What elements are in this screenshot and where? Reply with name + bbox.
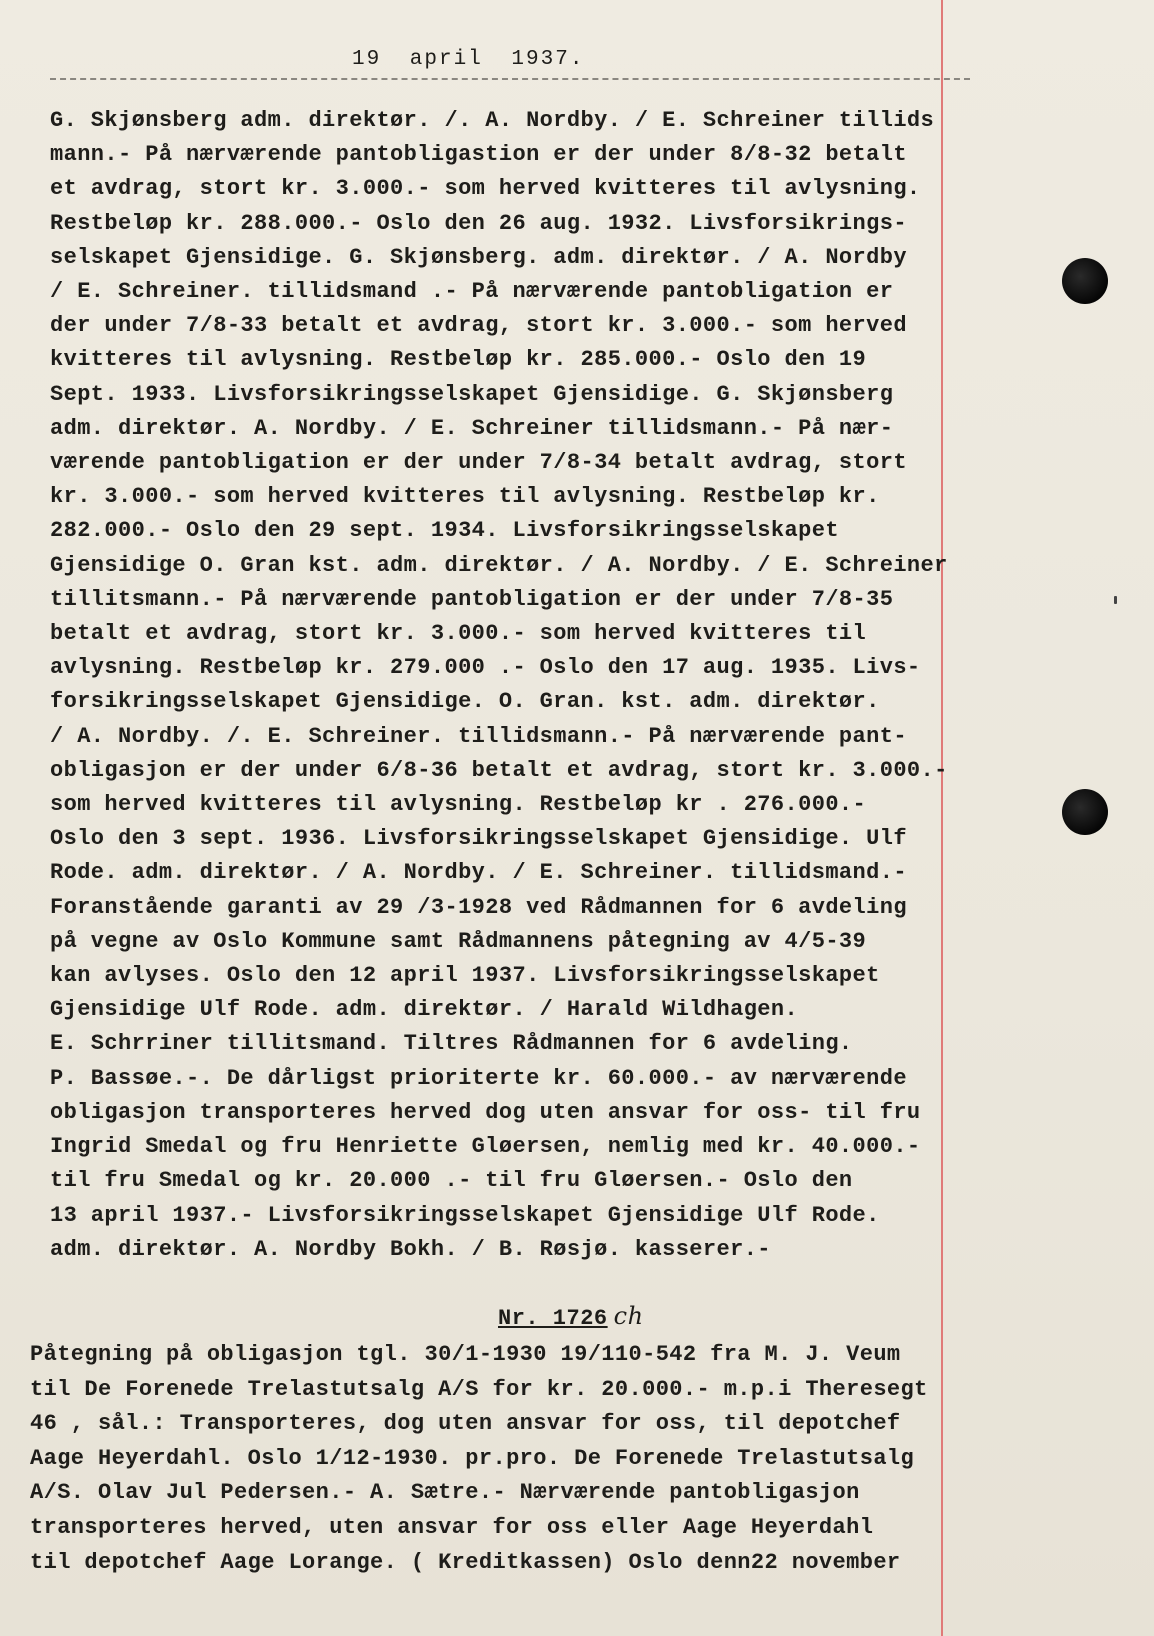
text-line: til fru Smedal og kr. 20.000 .- til fru Gløersen.- Oslo den <box>50 1168 853 1194</box>
entry-line: Påtegning på obligasjon tgl. 30/1-1930 19/110-542 fra M. J. Veum <box>30 1342 901 1367</box>
text-line: tillitsmann.- På nærværende pantobligation er der under 7/8-35 <box>50 586 894 612</box>
text-line: Rode. adm. direktør. / A. Nordby. / E. Schreiner. tillidsmand.- <box>50 860 907 886</box>
text-line: Restbeløp kr. 288.000.- Oslo den 26 aug. 1932. Livsforsikrings- <box>50 210 907 236</box>
text-line: Oslo den 3 sept. 1936. Livsforsikringsselskapet Gjensidige. Ulf <box>50 826 907 852</box>
text-line: mann.- På nærværende pantobligastion er der under 8/8-32 betalt <box>50 142 907 168</box>
text-line: forsikringsselskapet Gjensidige. O. Gran. kst. adm. direktør. <box>50 689 880 715</box>
text-line: avlysning. Restbeløp kr. 279.000 .- Oslo den 17 aug. 1935. Livs- <box>50 655 921 681</box>
body-text <box>50 104 980 1267</box>
entry-line: til De Forenede Trelastutsalg A/S for kr. 20.000.- m.p.i Theresegt <box>30 1376 928 1402</box>
page-date-header: 19 april 1937. <box>352 48 585 71</box>
text-line: / E. Schreiner. tillidsmand .- På nærværende pantobligation er <box>50 279 894 305</box>
text-line: obligasjon er der under 6/8-36 betalt et avdrag, stort kr. 3.000.- <box>50 757 948 783</box>
entry-line: Aage Heyerdahl. Oslo 1/12-1930. pr.pro. De Forenede Trelastutsalg <box>30 1445 915 1471</box>
text-line: værende pantobligation er der under 7/8-34 betalt avdrag, stort <box>50 450 907 476</box>
text-line: Gjensidige Ulf Rode. adm. direktør. / Harald Wildhagen. <box>50 997 799 1023</box>
text-line: et avdrag, stort kr. 3.000.- som herved kvitteres til avlysning. <box>50 176 921 202</box>
entry-line: 46 , sål.: Transporteres, dog uten ansvar for oss, til depotchef <box>30 1411 901 1437</box>
entry-text <box>30 1338 960 1580</box>
text-line: G. Skjønsberg adm. direktør. /. A. Nordby. / E. Schreiner tillids <box>50 108 935 133</box>
handwritten-initials: ch <box>613 1302 644 1330</box>
text-line: 13 april 1937.- Livsforsikringsselskapet Gjensidige Ulf Rode. <box>50 1202 880 1228</box>
entry-line: transporteres herved, uten ansvar for oss eller Aage Heyerdahl <box>30 1514 874 1540</box>
text-line: / A. Nordby. /. E. Schreiner. tillidsmann.- På nærværende pant- <box>50 723 907 749</box>
text-line: obligasjon transporteres herved dog uten ansvar for oss- til fru <box>50 1099 921 1125</box>
text-line: betalt et avdrag, stort kr. 3.000.- som herved kvitteres til <box>50 621 867 647</box>
text-line: kr. 3.000.- som herved kvitteres til avlysning. Restbeløp kr. <box>50 484 880 510</box>
text-line: Gjensidige O. Gran kst. adm. direktør. / A. Nordby. / E. Schreiner <box>50 552 948 578</box>
text-line: P. Bassøe.-. De dårligst prioriterte kr. 60.000.- av nærværende <box>50 1065 907 1091</box>
text-line: selskapet Gjensidige. G. Skjønsberg. adm. direktør. / A. Nordby <box>50 244 907 270</box>
text-line: adm. direktør. A. Nordby Bokh. / B. Røsjø. kasserer.- <box>50 1236 771 1262</box>
text-line: som herved kvitteres til avlysning. Restbeløp kr . 276.000.- <box>50 792 867 818</box>
text-line: Ingrid Smedal og fru Henriette Gløersen, nemlig med kr. 40.000.- <box>50 1134 921 1160</box>
entry-number-label: Nr. 1726 <box>498 1306 608 1331</box>
text-line: kvitteres til avlysning. Restbeløp kr. 285.000.- Oslo den 19 <box>50 347 867 373</box>
text-line: adm. direktør. A. Nordby. / E. Schreiner tillidsmann.- På nær- <box>50 415 894 441</box>
header-rule <box>50 78 970 80</box>
punch-hole-icon <box>1062 789 1108 835</box>
entry-line: til depotchef Aage Lorange. ( Kreditkassen) Oslo denn22 november <box>30 1549 901 1575</box>
entry-number <box>498 1302 644 1331</box>
text-line: der under 7/8-33 betalt et avdrag, stort kr. 3.000.- som herved <box>50 313 907 339</box>
text-line: 282.000.- Oslo den 29 sept. 1934. Livsforsikringsselskapet <box>50 518 839 544</box>
text-line: på vegne av Oslo Kommune samt Rådmannens påtegning av 4/5-39 <box>50 928 867 954</box>
text-line: Sept. 1933. Livsforsikringsselskapet Gjensidige. G. Skjønsberg <box>50 381 894 407</box>
text-line: Foranstående garanti av 29 /3-1928 ved Rådmannen for 6 avdeling <box>50 894 907 920</box>
entry-line: A/S. Olav Jul Pedersen.- A. Sætre.- Nærværende pantobligasjon <box>30 1480 860 1506</box>
text-line: E. Schrriner tillitsmand. Tiltres Rådmannen for 6 avdeling. <box>50 1031 853 1057</box>
ink-speck <box>1114 596 1117 604</box>
text-line: kan avlyses. Oslo den 12 april 1937. Livsforsikringsselskapet <box>50 963 880 989</box>
punch-hole-icon <box>1062 258 1108 304</box>
